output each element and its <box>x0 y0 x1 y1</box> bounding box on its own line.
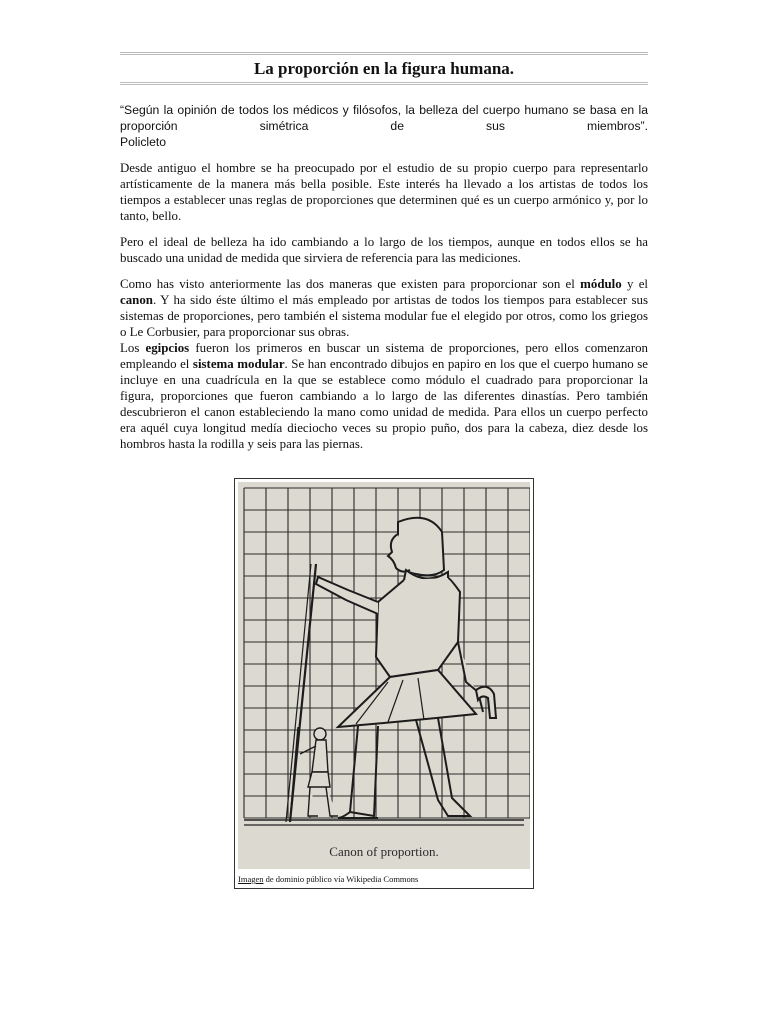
quote-text: “Según la opinión de todos los médicos y filósofos, la belleza del cuerpo humano se basa en la proporción simétrica de sus miembros”. <box>120 103 648 133</box>
text-run: . Se han encontrado dibujos en papiro en los que el cuerpo humano se incluye en una cuadrícula en la que se establece como módulo el cuadrado para proporcionar la figura, proporciones que fueron cambiando a lo largo de las diferentes dinastías. Pero también descubrieron el canon estableciendo la mano como unidad de medida. Para ellos un cuerpo perfecto era aquél cuya longitud medía dieciocho veces su propio puño, dos para la cabeza, diez desde los hombros hasta la rodilla y seis para las piernas. <box>120 357 648 451</box>
bold-canon: canon <box>120 293 153 307</box>
credit-text: de dominio público vía Wikipedia Commons <box>263 874 419 884</box>
image-credit <box>238 874 418 884</box>
text-run: Los <box>120 341 146 355</box>
paragraph-modulo-canon <box>120 276 648 340</box>
policleto-quote <box>120 102 648 150</box>
bold-egipcios: egipcios <box>145 341 190 355</box>
bold-sistema-modular: sistema modular <box>192 357 285 371</box>
egyptian-grid-drawing <box>238 482 530 869</box>
text-run: Como has visto anteriormente las dos maneras que existen para proporcionar son el <box>120 277 581 291</box>
canon-plate-image <box>238 482 530 869</box>
text-run: fueron los primeros en buscar un sistema de proporciones, pero ellos comenzaron empleando el <box>120 341 648 371</box>
credit-link[interactable]: Imagen <box>238 874 264 884</box>
text-run: . Y ha sido éste último el más empleado por artistas de todos los tiempos para establecer sus sistemas de proporciones, pero también el sistema modular fue el elegido por otros, como los griegos o Le Corbusier, para proporcionar sus obras. <box>120 293 648 339</box>
document-title: La proporción en la figura humana. <box>253 58 515 78</box>
canon-figure <box>234 478 534 889</box>
title-box <box>120 52 648 85</box>
plate-caption: Canon of proportion. <box>329 844 439 859</box>
paragraph-ideal: Pero el ideal de belleza ha ido cambiando a lo largo de los tiempos, aunque en todos ellos se ha buscado una unidad de medida que sirviera de referencia para las mediciones. <box>120 235 648 265</box>
paragraph-intro: Desde antiguo el hombre se ha preocupado por el estudio de su propio cuerpo para representarlo artísticamente de la manera más bella posible. Este interés ha llevado a los artistas de todos los tiempos a establecer unas reglas de proporciones que determinen qué es un cuerpo armónico y, por lo tanto, bello. <box>120 161 648 223</box>
text-run: y el <box>621 277 648 291</box>
document-page <box>120 52 648 452</box>
paragraph-egipcios <box>120 340 648 452</box>
bold-modulo: módulo <box>580 277 622 291</box>
quote-author: Policleto <box>120 135 167 149</box>
